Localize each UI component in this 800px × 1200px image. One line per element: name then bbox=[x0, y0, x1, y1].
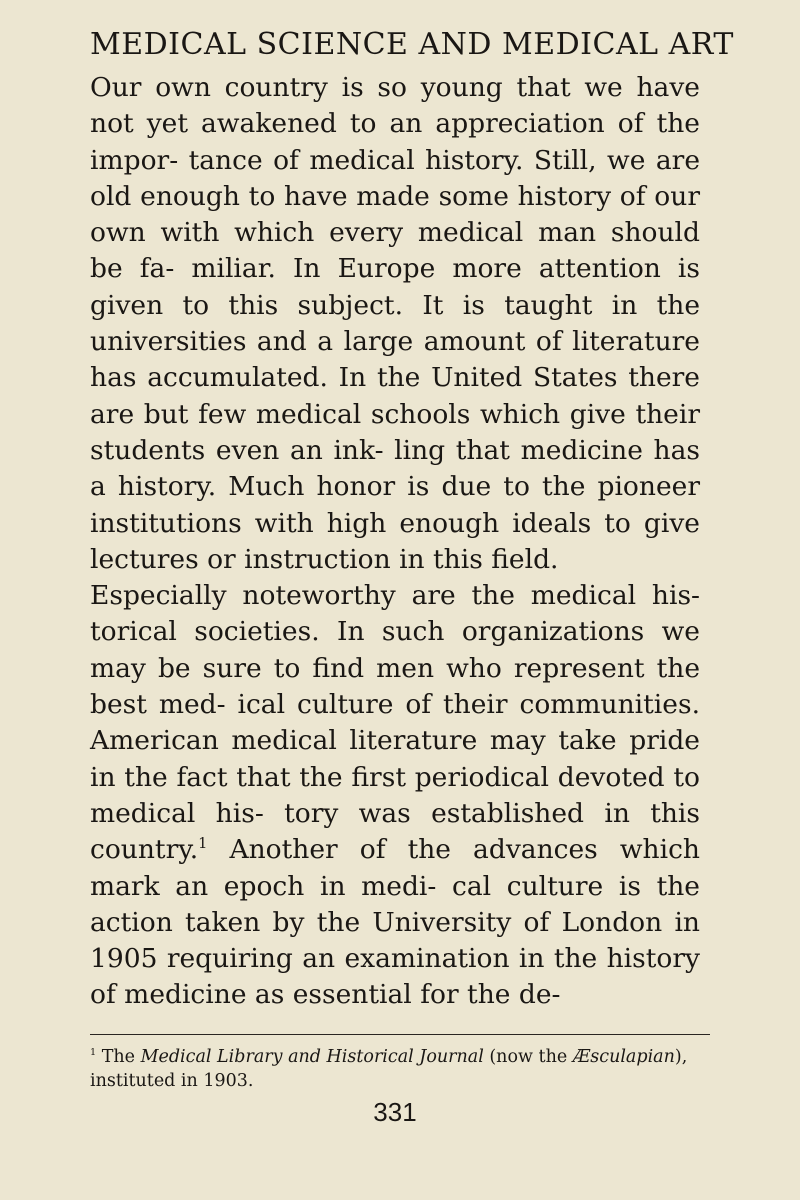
paragraph-2-text-after-note: Another of the advances which mark an epoch in medi- cal culture is the action taken by the University of London in 1905 requiring an examination in the history of medicine as essential for the de- bbox=[90, 834, 700, 1011]
footnote-prefix: The bbox=[96, 1046, 141, 1067]
footnote bbox=[90, 1045, 700, 1093]
footnote-divider bbox=[90, 1034, 710, 1035]
footnote-journal-title: Medical Library and Historical Journal bbox=[140, 1046, 484, 1067]
page-number: 331 bbox=[373, 1096, 417, 1127]
paragraph-1: Our own country is so young that we have not yet awakened to an appreciation of the impor- tance of medical history. Still, we are old enough to have made some history of our own with which every medical man should be fa- miliar. In Europe more attention is given to this subject. It is taught in the universities and a large amount of literature has accumulated. In the United States there are but few medical schools which give their students even an ink- ling that medicine has a history. Much honor is due to the pioneer institutions with high enough ideals to give lectures or instruction in this field. bbox=[90, 72, 700, 575]
body-text bbox=[90, 70, 700, 1014]
footnote-suffix: ), instituted in 1903. bbox=[90, 1046, 688, 1091]
paragraph-2-text-before-note: Especially noteworthy are the medical his- torical societies. In such organizations we may be sure to find men who represent the best med- ical culture of their communities. American medical literature may take pride in the fact that the first periodical devoted to medical his- tory was established in this country. bbox=[90, 580, 700, 866]
paragraph-2 bbox=[90, 578, 700, 1014]
footnote-reference: 1 bbox=[198, 835, 208, 853]
footnote-marker: 1 bbox=[90, 1046, 97, 1058]
running-head: MEDICAL SCIENCE AND MEDICAL ART bbox=[90, 27, 734, 62]
footnote-middle: (now the bbox=[483, 1046, 573, 1067]
footnote-new-title: Æsculapian bbox=[572, 1046, 675, 1067]
